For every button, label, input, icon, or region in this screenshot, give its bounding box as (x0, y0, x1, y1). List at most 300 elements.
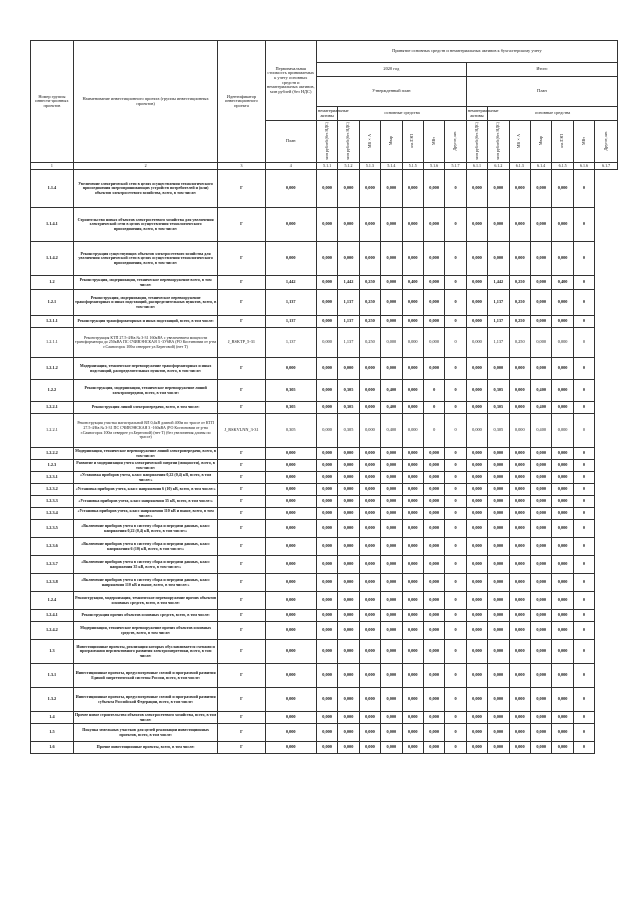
row-value: 0,000 (423, 688, 444, 712)
row-value: 0,000 (402, 402, 423, 414)
header-mln-1: млн рублей (без НДС) (316, 121, 337, 163)
row-value: 0,000 (552, 484, 573, 496)
row-identifier: Г (218, 276, 265, 290)
row-value: 0,000 (423, 358, 444, 380)
row-value: 1,137 (338, 328, 359, 358)
row-value: 0 (445, 414, 466, 448)
row-value: 0,000 (338, 170, 359, 208)
row-plan-value: 0,000 (265, 712, 316, 724)
column-number: 5.1.5 (402, 163, 423, 170)
row-identifier: Г (218, 664, 265, 688)
row-identifier: Г (218, 484, 265, 496)
row-value: 0,000 (316, 358, 337, 380)
row-value: 0,000 (338, 520, 359, 538)
row-value: 0,000 (552, 592, 573, 610)
row-value: 0,000 (402, 208, 423, 242)
row-value: 0,000 (316, 664, 337, 688)
row-plan-value: 0,000 (265, 724, 316, 742)
table-row (31, 508, 618, 520)
row-value: 0,000 (423, 460, 444, 472)
row-value: 0,000 (338, 472, 359, 484)
row-plan-value: 0,000 (265, 556, 316, 574)
row-value: 0,000 (552, 242, 573, 276)
row-code: 1.2.3.2 (31, 484, 74, 496)
row-value: 0,000 (359, 208, 380, 242)
row-value: 0,000 (338, 688, 359, 712)
row-name: Реконструкция существующих объектов электросетевого хозяйства для увеличения электрической сети в целях осуществления технологического присоединения, всего, в том числе: (73, 242, 218, 276)
row-value: 0,000 (509, 724, 530, 742)
row-value: 0,000 (316, 712, 337, 724)
row-value: 0,000 (530, 622, 551, 640)
row-code: 1.2.1 (31, 290, 74, 316)
row-value: 0,305 (488, 414, 509, 448)
row-value: 0,000 (402, 640, 423, 664)
row-value: 0,250 (359, 316, 380, 328)
row-value: 0,000 (338, 622, 359, 640)
row-code: 1.2.3.8 (31, 574, 74, 592)
header-total: Итого (466, 63, 617, 77)
row-value: 0,000 (466, 664, 487, 688)
row-value: 0 (573, 556, 594, 574)
row-value: 0 (445, 640, 466, 664)
row-value: 0,000 (552, 328, 573, 358)
row-value: 0,000 (466, 242, 487, 276)
investment-table (30, 40, 618, 754)
row-plan-value: 0,000 (265, 622, 316, 640)
row-value: 0,000 (381, 290, 402, 316)
row-value: 0,000 (338, 508, 359, 520)
row-value: 0 (445, 380, 466, 402)
row-value: 0,000 (338, 538, 359, 556)
row-value: 0,000 (359, 742, 380, 754)
row-value: 0 (573, 664, 594, 688)
row-value: 0,000 (466, 402, 487, 414)
table-row (31, 592, 618, 610)
row-value: 0,000 (509, 742, 530, 754)
row-value: 0,000 (552, 448, 573, 460)
row-plan-value: 0,000 (265, 484, 316, 496)
row-value: 0,000 (359, 538, 380, 556)
row-value: 0,000 (466, 538, 487, 556)
row-value: 0,000 (488, 170, 509, 208)
row-code: 1.2.3.4 (31, 508, 74, 520)
table-row (31, 712, 618, 724)
table-row (31, 688, 618, 712)
row-code: 1.2.3.1 (31, 472, 74, 484)
row-plan-value: 0,305 (265, 402, 316, 414)
table-row (31, 622, 618, 640)
row-value: 0 (445, 170, 466, 208)
row-value: 0 (445, 664, 466, 688)
header-fixed-assets-1: основные средства (338, 107, 466, 121)
row-name: «Установка приборов учета, класс напряжения 110 кВ и выше, всего, в том числе:» (73, 508, 218, 520)
row-value: 0,000 (488, 688, 509, 712)
row-value: 0,000 (488, 622, 509, 640)
header-km-1: км ЛЭП (402, 121, 423, 163)
row-code: 1.3 (31, 640, 74, 664)
row-identifier: Г (218, 316, 265, 328)
row-value: 0,000 (509, 448, 530, 460)
row-value: 0,000 (530, 290, 551, 316)
row-value: 0,000 (423, 592, 444, 610)
row-value: 0,000 (402, 538, 423, 556)
row-value: 0 (445, 520, 466, 538)
row-value: 0 (445, 724, 466, 742)
row-value: 0,000 (488, 640, 509, 664)
row-value: 0 (445, 574, 466, 592)
row-value: 0,000 (488, 460, 509, 472)
row-value: 0,000 (359, 712, 380, 724)
row-value: 0,250 (359, 276, 380, 290)
row-identifier: Г (218, 742, 265, 754)
row-value: 0 (573, 402, 594, 414)
table-row (31, 328, 618, 358)
row-value: 0 (573, 688, 594, 712)
row-value: 1,137 (488, 290, 509, 316)
row-value: 0 (445, 610, 466, 622)
column-number: 3 (218, 163, 265, 170)
row-value: 0,000 (552, 402, 573, 414)
row-value: 0,000 (402, 316, 423, 328)
row-value: 0,000 (530, 574, 551, 592)
row-value: 0,000 (466, 316, 487, 328)
column-number: 4 (265, 163, 316, 170)
row-value: 0 (573, 328, 594, 358)
row-value: 0,000 (316, 414, 337, 448)
row-value: 0 (573, 574, 594, 592)
table-row (31, 724, 618, 742)
row-value: 0,000 (530, 664, 551, 688)
row-value: 0,000 (488, 610, 509, 622)
row-value: 0,400 (381, 414, 402, 448)
row-value: 0 (445, 556, 466, 574)
row-name: «Включение приборов учета в систему сбора и передачи данных, класс напряжения 110 кВ и выше, всего, в том числе:» (73, 574, 218, 592)
row-identifier: Г (218, 556, 265, 574)
row-value: 0,000 (466, 170, 487, 208)
row-value: 0 (445, 402, 466, 414)
row-value: 0,000 (552, 290, 573, 316)
row-value: 0,000 (466, 460, 487, 472)
row-value: 0,000 (552, 556, 573, 574)
row-value: 0 (445, 316, 466, 328)
row-value: 0,000 (402, 242, 423, 276)
row-value: 0,000 (381, 574, 402, 592)
row-value: 0 (445, 208, 466, 242)
row-value: 0,000 (423, 508, 444, 520)
row-identifier: Г (218, 712, 265, 724)
row-value: 0,000 (488, 496, 509, 508)
header-fixed-assets-2: основные средства (488, 107, 618, 121)
row-value: 0,000 (359, 592, 380, 610)
row-code: 1.2.4 (31, 592, 74, 610)
header-approved-plan: Утвержденный план (316, 77, 466, 107)
row-plan-value: 0,000 (265, 508, 316, 520)
row-value: 0,250 (509, 328, 530, 358)
row-name: «Включение приборов учета в систему сбора и передачи данных, класс напряжения 6 (10) кВ, всего, в том числе:» (73, 538, 218, 556)
row-code: 1.2.3.3 (31, 496, 74, 508)
row-value: 0,000 (509, 592, 530, 610)
row-value: 0,000 (381, 484, 402, 496)
table-row (31, 574, 618, 592)
table-row (31, 610, 618, 622)
row-name: Развитие и модернизация учета электрической энергии (мощности), всего, в том числе: (73, 460, 218, 472)
row-value: 0 (573, 208, 594, 242)
row-value: 0 (573, 592, 594, 610)
row-value: 0,000 (488, 592, 509, 610)
row-value: 0,000 (488, 712, 509, 724)
header-mvar-1: Мвар (381, 121, 402, 163)
table-row (31, 380, 618, 402)
row-value: 0,000 (381, 688, 402, 712)
column-number: 1 (31, 163, 74, 170)
row-name: Реконструкция прочих объектов основных средств, всего, в том числе: (73, 610, 218, 622)
row-value: 1,137 (338, 290, 359, 316)
row-value: 0,000 (381, 592, 402, 610)
row-value: 0,000 (316, 556, 337, 574)
row-value: 0,000 (402, 712, 423, 724)
row-value: 0,250 (509, 276, 530, 290)
row-value: 0,000 (423, 724, 444, 742)
row-value: 0,000 (509, 484, 530, 496)
row-code: 1.2.3.6 (31, 538, 74, 556)
row-value: 0,000 (338, 208, 359, 242)
row-plan-value: 0,000 (265, 664, 316, 688)
row-value: 0,000 (509, 640, 530, 664)
row-value: 0,000 (402, 520, 423, 538)
row-value: 0,000 (488, 472, 509, 484)
row-value: 0,400 (402, 276, 423, 290)
row-value: 0,000 (402, 414, 423, 448)
row-value: 0,000 (338, 242, 359, 276)
row-value: 1,442 (338, 276, 359, 290)
row-value: 0 (573, 276, 594, 290)
column-number: 5.1.2 (338, 163, 359, 170)
row-value: 0,000 (509, 610, 530, 622)
row-value: 0,000 (316, 622, 337, 640)
column-number: 6.1.6 (573, 163, 594, 170)
row-value: 0,000 (509, 358, 530, 380)
row-value: 0 (573, 358, 594, 380)
row-value: 0,000 (530, 170, 551, 208)
column-number: 5.1.6 (423, 163, 444, 170)
row-value: 0,000 (466, 276, 487, 290)
row-value: 0 (423, 380, 444, 402)
header-other-2: Другое, шт. (595, 121, 618, 163)
row-value: 0,000 (402, 556, 423, 574)
row-value: 0,000 (423, 448, 444, 460)
row-value: 0,000 (316, 290, 337, 316)
column-number: 2 (73, 163, 218, 170)
row-value: 0,000 (530, 592, 551, 610)
row-value: 0 (573, 520, 594, 538)
row-value: 0,000 (359, 448, 380, 460)
header-plan: План (466, 77, 617, 107)
row-value: 0,000 (402, 688, 423, 712)
row-plan-value: 0,000 (265, 640, 316, 664)
row-value: 0 (573, 538, 594, 556)
row-identifier: Г (218, 640, 265, 664)
row-value: 0,000 (381, 460, 402, 472)
row-identifier: Г (218, 688, 265, 712)
row-value: 0,000 (488, 742, 509, 754)
row-value: 0,000 (509, 460, 530, 472)
row-value: 0,000 (530, 688, 551, 712)
row-value: 0,000 (466, 472, 487, 484)
row-value: 0 (445, 328, 466, 358)
row-identifier: Г (218, 538, 265, 556)
row-value: 0,000 (552, 538, 573, 556)
row-plan-value: 1,137 (265, 328, 316, 358)
row-value: 0,000 (530, 484, 551, 496)
row-value: 0,000 (402, 380, 423, 402)
row-value: 0,000 (381, 316, 402, 328)
row-value: 0,000 (423, 664, 444, 688)
row-plan-value: 0,000 (265, 170, 316, 208)
row-value: 0,000 (530, 610, 551, 622)
row-value: 0 (445, 538, 466, 556)
row-value: 0 (573, 414, 594, 448)
row-name: Инвестиционные проекты, реализация которых обуславливается схемами и программами перспективного развития электроэнергетики, всего, в том числе: (73, 640, 218, 664)
row-code: 1.3.2 (31, 688, 74, 712)
row-value: 0,000 (466, 520, 487, 538)
column-number: 6.1.1 (466, 163, 487, 170)
row-value: 0,000 (359, 472, 380, 484)
row-value: 0,000 (381, 508, 402, 520)
row-code: 1.2.1.2 (31, 358, 74, 380)
table-row (31, 520, 618, 538)
column-number-row (31, 163, 618, 170)
row-identifier: Г (218, 448, 265, 460)
row-plan-value: 0,305 (265, 380, 316, 402)
row-value: 0,000 (359, 724, 380, 742)
row-value: 0,000 (552, 622, 573, 640)
row-value: 0 (445, 448, 466, 460)
row-value: 0,000 (338, 484, 359, 496)
row-value: 0,000 (381, 242, 402, 276)
row-value: 0,000 (552, 610, 573, 622)
row-value: 0,000 (530, 460, 551, 472)
row-value: 0,000 (381, 724, 402, 742)
row-value: 0,000 (530, 328, 551, 358)
row-value: 0,000 (316, 328, 337, 358)
row-value: 0 (573, 380, 594, 402)
row-value: 0 (445, 276, 466, 290)
row-value: 0,000 (488, 242, 509, 276)
row-name: Инвестиционные проекты, предусмотренные схемой и программой развития субъекта Российской Федерации, всего, в том числе: (73, 688, 218, 712)
row-plan-value: 1,137 (265, 290, 316, 316)
column-number: 5.1.3 (359, 163, 380, 170)
row-identifier: Г (218, 508, 265, 520)
row-value: 0 (445, 688, 466, 712)
row-value: 0,000 (466, 208, 487, 242)
row-value: 0,000 (338, 574, 359, 592)
table-row (31, 208, 618, 242)
column-number: 6.1.2 (488, 163, 509, 170)
row-value: 0,000 (488, 208, 509, 242)
row-value: 1,137 (488, 328, 509, 358)
row-identifier: Г (218, 520, 265, 538)
row-value: 0 (573, 610, 594, 622)
row-name: Прочие инвестиционные проекты, всего, в том числе: (73, 742, 218, 754)
row-name: «Включение приборов учета в систему сбора и передачи данных, класс напряжения 0,22 (0,4) кВ, всего, в том числе:» (73, 520, 218, 538)
row-value: 0,000 (359, 496, 380, 508)
row-value: 0,000 (338, 640, 359, 664)
row-value: 0,000 (530, 712, 551, 724)
row-plan-value: 0,000 (265, 448, 316, 460)
row-value: 0,000 (530, 640, 551, 664)
row-value: 0,000 (359, 556, 380, 574)
row-value: 0,000 (466, 328, 487, 358)
row-value: 0,000 (316, 276, 337, 290)
row-value: 0,000 (338, 592, 359, 610)
row-plan-value: 0,000 (265, 242, 316, 276)
row-name: Реконструкция трансформаторных и иных подстанций, всего, в том числе: (73, 316, 218, 328)
row-plan-value: 0,000 (265, 688, 316, 712)
row-value: 0,000 (552, 574, 573, 592)
table-row (31, 276, 618, 290)
row-value: 0,000 (423, 742, 444, 754)
row-value: 0,000 (402, 508, 423, 520)
row-name: Реконструкция участка магистральной ВЛ 0,4кВ длиной 400м по трассе от КТП 27.5-4/Кв № 3-31 ПС СЧИВЭНСКАЯ 3 -160кВА (РО Костиновии от р-на г.Саяногорск 100м северрее ул.Береговой) (нет Т) (без увеличения длины по трассе) (73, 414, 218, 448)
row-code: 1.2.3.7 (31, 556, 74, 574)
row-code: 1.6 (31, 742, 74, 754)
row-value: 0 (573, 640, 594, 664)
row-value: 0,000 (530, 556, 551, 574)
row-value: 0,000 (338, 448, 359, 460)
row-value: 0 (573, 496, 594, 508)
row-value: 0,400 (530, 402, 551, 414)
row-name: Строительство новых объектов электросетевого хозяйства для увеличения электрической сети в целях осуществления технологического присоединения, всего, в том числе: (73, 208, 218, 242)
row-name: Реконструкция, модернизация, техническое перевооружение всего, в том числе: (73, 276, 218, 290)
row-value: 0,000 (381, 622, 402, 640)
row-value: 0,000 (552, 688, 573, 712)
row-value: 0 (573, 242, 594, 276)
row-value: 0,000 (423, 712, 444, 724)
row-value: 0,000 (466, 742, 487, 754)
row-value: 0,400 (552, 276, 573, 290)
row-code: 1.3.1 (31, 664, 74, 688)
row-value: 0,000 (359, 664, 380, 688)
header-km-2: км ЛЭП (552, 121, 573, 163)
row-value: 0,000 (423, 208, 444, 242)
row-identifier: Г (218, 574, 265, 592)
row-value: 0,000 (402, 328, 423, 358)
row-value: 0 (445, 592, 466, 610)
row-value: 0,000 (402, 170, 423, 208)
row-identifier: Г (218, 242, 265, 276)
row-value: 0,000 (466, 290, 487, 316)
row-value: 0,000 (359, 170, 380, 208)
document-page (30, 40, 618, 754)
row-value: 0,000 (530, 538, 551, 556)
row-value: 0,000 (381, 538, 402, 556)
row-value: 0,000 (359, 574, 380, 592)
row-value: 0,000 (423, 242, 444, 276)
row-value: 0,000 (338, 742, 359, 754)
row-name: Реконструкция, модернизация, техническое перевооружение прочих объектов основных средств, всего, в том числе: (73, 592, 218, 610)
row-identifier: Г (218, 358, 265, 380)
row-value: 0,000 (402, 724, 423, 742)
row-value: 0,000 (316, 610, 337, 622)
table-row (31, 402, 618, 414)
header-project-name: Наименование инвестиционного проекта (группы инвестиционных проектов) (73, 41, 218, 163)
row-value: 0,000 (488, 724, 509, 742)
row-value: 0,000 (359, 380, 380, 402)
row-value: 0 (445, 496, 466, 508)
row-value: 0,000 (359, 460, 380, 472)
row-value: 0,000 (509, 496, 530, 508)
row-value: 0 (445, 242, 466, 276)
